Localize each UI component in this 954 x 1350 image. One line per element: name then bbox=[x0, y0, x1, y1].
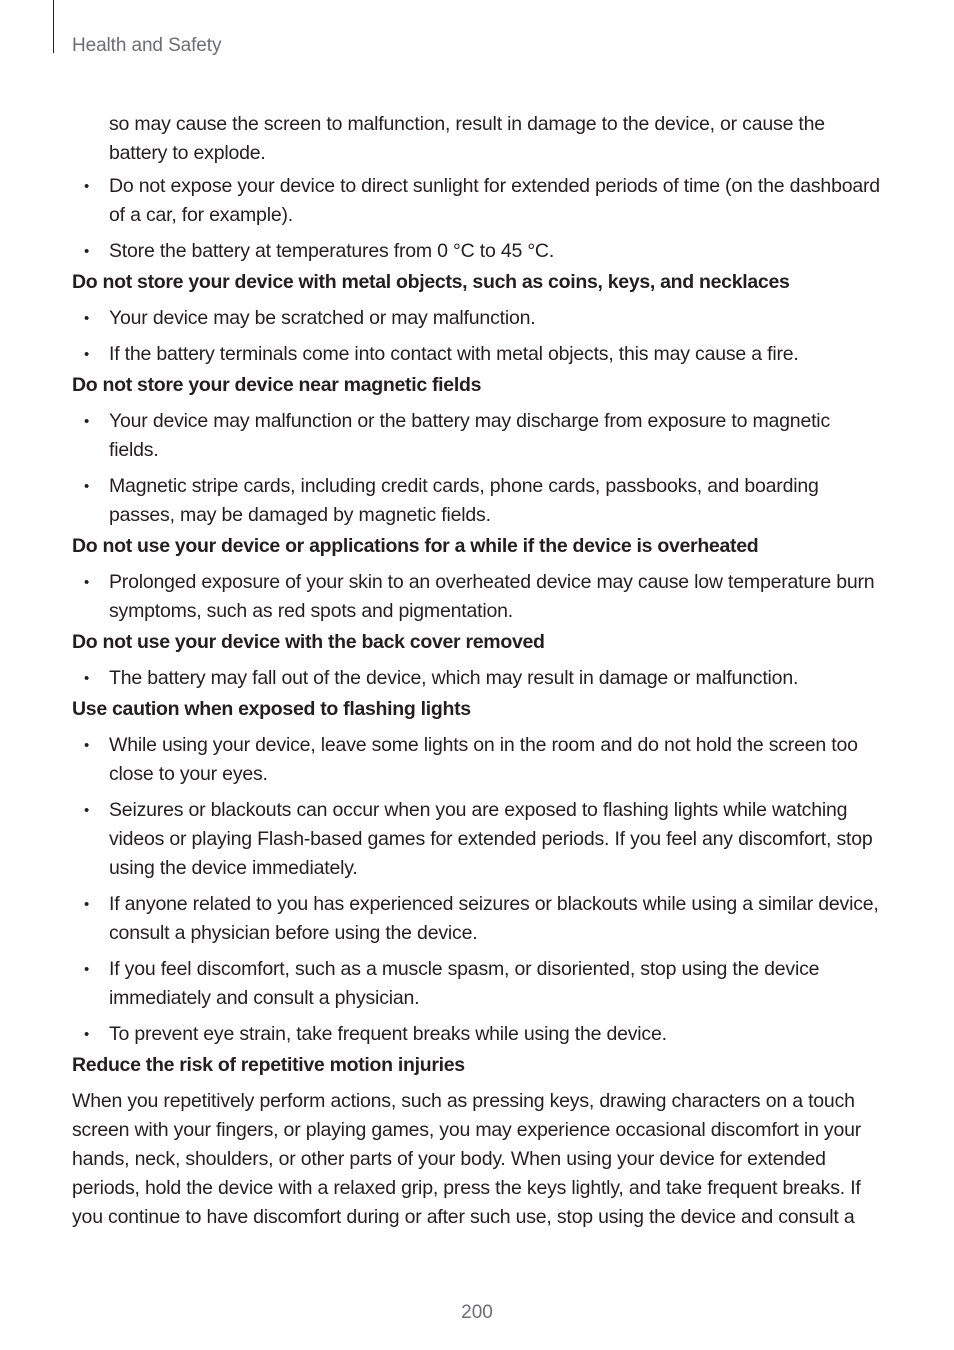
list-item-text: Seizures or blackouts can occur when you are exposed to flashing lights while watching videos or playing Flash-based games for extended periods. If you feel any discomfort, stop using the device immediately. bbox=[109, 799, 873, 879]
bullet-icon: • bbox=[84, 670, 90, 687]
list-item-text: Your device may malfunction or the battery may discharge from exposure to magnetic fields. bbox=[109, 410, 830, 461]
list-item-text: Your device may be scratched or may malfunction. bbox=[109, 307, 536, 329]
list-item bbox=[72, 172, 882, 230]
list-item bbox=[72, 796, 882, 883]
bullet-icon: • bbox=[84, 478, 90, 495]
list-item-text: The battery may fall out of the device, which may result in damage or malfunction. bbox=[109, 667, 799, 689]
list-item bbox=[72, 472, 882, 530]
list-item-text: Do not expose your device to direct sunlight for extended periods of time (on the dashboard of a car, for example). bbox=[109, 175, 880, 226]
list-item bbox=[72, 1020, 882, 1049]
intro-bullet-list bbox=[72, 172, 882, 266]
bullet-icon: • bbox=[84, 961, 90, 978]
list-item bbox=[72, 890, 882, 948]
bullet-list-overheated bbox=[72, 568, 882, 626]
list-item-text: If you feel discomfort, such as a muscle spasm, or disoriented, stop using the device immediately and consult a physician. bbox=[109, 958, 820, 1009]
bullet-icon: • bbox=[84, 178, 90, 195]
page-header-title: Health and Safety bbox=[72, 35, 222, 56]
section-heading-overheated: Do not use your device or applications for a while if the device is overheated bbox=[72, 535, 759, 557]
bullet-icon: • bbox=[84, 310, 90, 327]
list-item bbox=[72, 304, 882, 333]
page-content bbox=[72, 110, 882, 1232]
list-item-text: Store the battery at temperatures from 0 °C to 45 °C. bbox=[109, 240, 555, 262]
list-item bbox=[72, 237, 882, 266]
bullet-icon: • bbox=[84, 737, 90, 754]
list-item-text: Magnetic stripe cards, including credit cards, phone cards, passbooks, and boarding passes, may be damaged by magnetic fields. bbox=[109, 475, 819, 526]
bullet-list-back-cover bbox=[72, 664, 882, 693]
section-heading-back-cover: Do not use your device with the back cover removed bbox=[72, 631, 545, 653]
list-item-text: Prolonged exposure of your skin to an overheated device may cause low temperature burn symptoms, such as red spots and pigmentation. bbox=[109, 571, 875, 622]
bullet-icon: • bbox=[84, 1026, 90, 1043]
list-item bbox=[72, 664, 882, 693]
section-heading-magnetic-fields: Do not store your device near magnetic fields bbox=[72, 374, 482, 396]
section-heading-metal-objects: Do not store your device with metal objects, such as coins, keys, and necklaces bbox=[72, 271, 790, 293]
bullet-list-metal-objects bbox=[72, 304, 882, 369]
list-item bbox=[72, 731, 882, 789]
bullet-list-flashing-lights bbox=[72, 731, 882, 1049]
list-item-text: To prevent eye strain, take frequent breaks while using the device. bbox=[109, 1023, 667, 1045]
bullet-icon: • bbox=[84, 574, 90, 591]
section-heading-repetitive-motion: Reduce the risk of repetitive motion injuries bbox=[72, 1054, 465, 1076]
list-item bbox=[72, 407, 882, 465]
continued-text: so may cause the screen to malfunction, result in damage to the device, or cause the battery to explode. bbox=[109, 113, 825, 164]
bullet-icon: • bbox=[84, 346, 90, 363]
page-number: 200 bbox=[461, 1302, 493, 1323]
list-item bbox=[72, 955, 882, 1013]
section-heading-flashing-lights: Use caution when exposed to flashing lights bbox=[72, 698, 471, 720]
list-item-text: If anyone related to you has experienced seizures or blackouts while using a similar device, consult a physician before using the device. bbox=[109, 893, 879, 944]
bullet-icon: • bbox=[84, 413, 90, 430]
list-item-text: While using your device, leave some lights on in the room and do not hold the screen too close to your eyes. bbox=[109, 734, 858, 785]
bullet-icon: • bbox=[84, 243, 90, 260]
bullet-list-magnetic-fields bbox=[72, 407, 882, 530]
header-rule bbox=[53, 0, 54, 53]
bullet-icon: • bbox=[84, 896, 90, 913]
list-item bbox=[72, 568, 882, 626]
list-item bbox=[72, 340, 882, 369]
list-item-text: If the battery terminals come into contact with metal objects, this may cause a fire. bbox=[109, 343, 799, 365]
body-paragraph-repetitive-motion: When you repetitively perform actions, such as pressing keys, drawing characters on a touch screen with your fingers, or playing games, you may experience occasional discomfort in your hands, neck, shoulders, or other parts of your body. When using your device for extended periods, hold the device with a relaxed grip, press the keys lightly, and take frequent breaks. If you continue to have discomfort during or after such use, stop using the device and consult a bbox=[72, 1090, 862, 1228]
bullet-icon: • bbox=[84, 802, 90, 819]
